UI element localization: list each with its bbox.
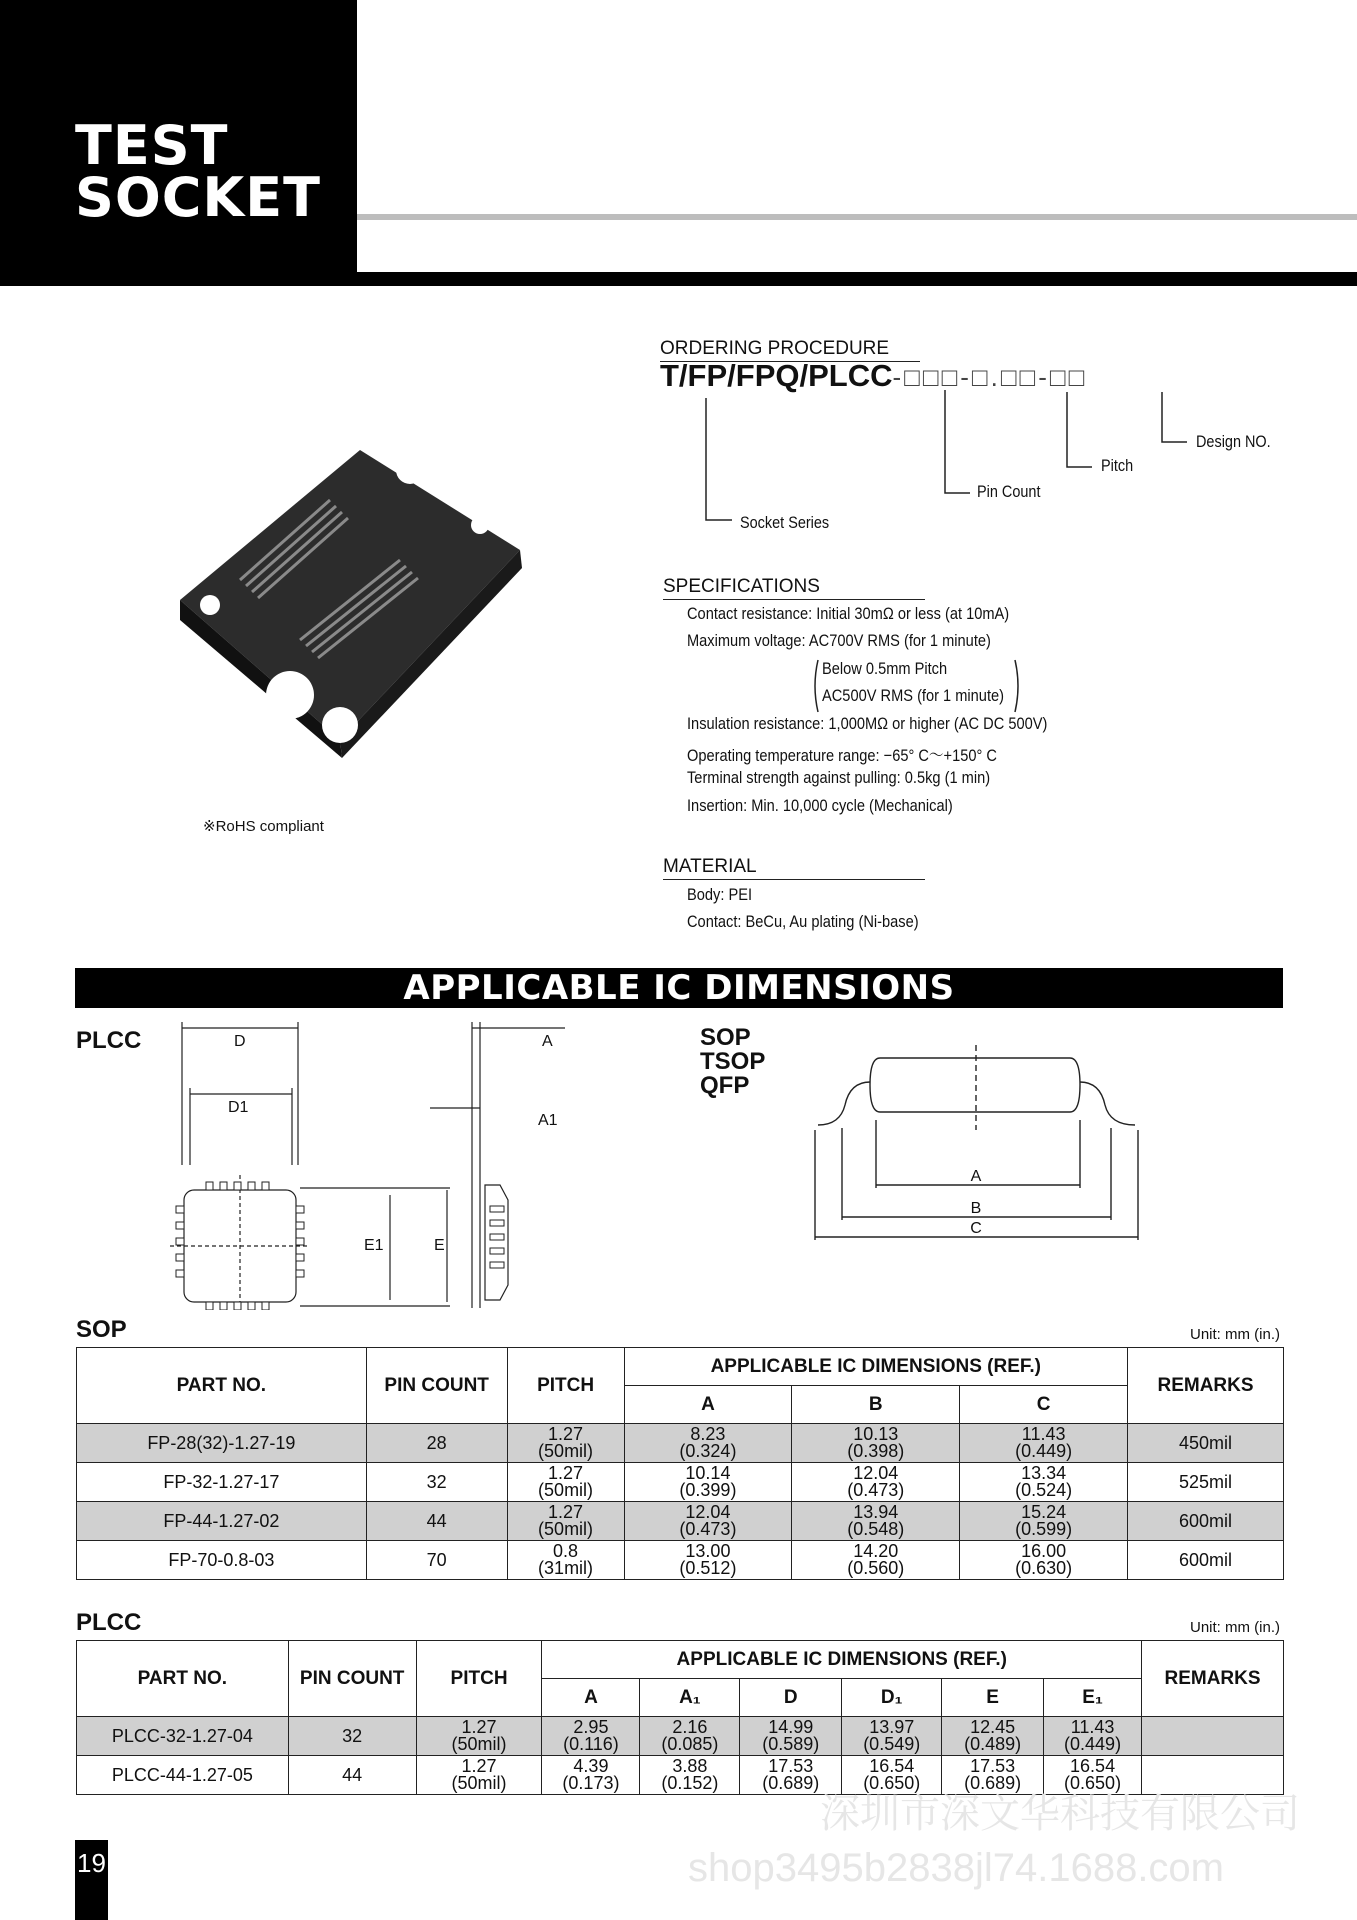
cell-b: 12.04 (0.473) <box>792 1463 960 1502</box>
cell-a1: 2.16 (0.085) <box>640 1717 740 1756</box>
plcc-diagram-title: PLCC <box>76 1027 142 1054</box>
spec-line: AC500V RMS (for 1 minute) <box>822 686 1005 705</box>
col-header-c: C <box>960 1386 1128 1424</box>
col-header-pitch: PITCH <box>416 1641 542 1717</box>
col-header-d: D <box>740 1679 842 1717</box>
page-title: TEST SOCKET <box>75 114 321 229</box>
cell-part: FP-44-1.27-02 <box>77 1502 367 1541</box>
rohs-note: ※RoHS compliant <box>203 818 324 835</box>
material-label: MATERIAL <box>663 856 925 880</box>
col-header-b: B <box>792 1386 960 1424</box>
col-header-part: PART NO. <box>77 1348 367 1424</box>
cell-e1: 11.43 (0.449) <box>1044 1717 1142 1756</box>
col-header-pitch: PITCH <box>507 1348 624 1424</box>
plcc-table-title: PLCC <box>76 1609 142 1636</box>
sop-diagram-title <box>700 1026 765 1098</box>
cell-pins: 44 <box>288 1756 416 1795</box>
material-line: Contact: BeCu, Au plating (Ni-base) <box>687 912 919 931</box>
col-header-group: APPLICABLE IC DIMENSIONS (REF.) <box>624 1348 1128 1386</box>
sop-diagram <box>800 1030 1160 1260</box>
table-row <box>77 1541 1284 1580</box>
cell-b: 14.20 (0.560) <box>792 1541 960 1580</box>
cell-e: 12.45 (0.489) <box>942 1717 1044 1756</box>
cell-remarks: 525mil <box>1128 1463 1284 1502</box>
cell-part: PLCC-44-1.27-05 <box>77 1756 289 1795</box>
plcc-table-unit: Unit: mm (in.) <box>1190 1619 1280 1636</box>
watermark-url: shop3495b2838jl74.1688.com <box>688 1846 1224 1890</box>
material-line: Body: PEI <box>687 885 753 904</box>
col-header-part: PART NO. <box>77 1641 289 1717</box>
cell-c: 13.34 (0.524) <box>960 1463 1128 1502</box>
cell-d: 14.99 (0.589) <box>740 1717 842 1756</box>
plcc-label-a: A <box>542 1033 553 1050</box>
table-row <box>77 1424 1284 1463</box>
sop-title-line: QFP <box>700 1072 750 1099</box>
cell-pitch: 1.27 (50mil) <box>416 1717 542 1756</box>
cell-pitch: 1.27 (50mil) <box>507 1502 624 1541</box>
plcc-label-e1: E1 <box>364 1237 384 1254</box>
cell-e: 17.53 (0.689) <box>942 1756 1044 1795</box>
sop-table-unit: Unit: mm (in.) <box>1190 1326 1280 1343</box>
sop-table-title: SOP <box>76 1316 127 1343</box>
ordering-part-design: Design NO. <box>1196 432 1271 451</box>
cell-remarks: 600mil <box>1128 1541 1284 1580</box>
cell-d1: 13.97 (0.549) <box>842 1717 942 1756</box>
spec-line: Contact resistance: Initial 30mΩ or less (at 10mA) <box>687 604 1010 623</box>
cell-a: 12.04 (0.473) <box>624 1502 792 1541</box>
cell-a: 2.95 (0.116) <box>542 1717 640 1756</box>
sop-label-c: C <box>970 1220 982 1237</box>
cell-b: 13.94 (0.548) <box>792 1502 960 1541</box>
cell-pins: 70 <box>366 1541 507 1580</box>
spec-line: Terminal strength against pulling: 0.5kg (1 min) <box>687 768 991 787</box>
section-banner: APPLICABLE IC DIMENSIONS <box>75 968 1283 1008</box>
cell-pins: 32 <box>288 1717 416 1756</box>
plcc-label-a1: A1 <box>538 1112 558 1129</box>
socket-photo <box>170 440 530 760</box>
sop-label-b: B <box>970 1200 982 1217</box>
plcc-label-d1: D1 <box>228 1099 249 1116</box>
sop-label-a: A <box>970 1168 982 1185</box>
cell-remarks: 600mil <box>1128 1502 1284 1541</box>
sop-title-line: TSOP <box>700 1048 766 1075</box>
spec-line: Insertion: Min. 10,000 cycle (Mechanical) <box>687 796 953 815</box>
table-row <box>77 1717 1284 1756</box>
col-header-remarks: REMARKS <box>1128 1348 1284 1424</box>
cell-a: 10.14 (0.399) <box>624 1463 792 1502</box>
header-bar <box>0 272 1357 286</box>
sop-table <box>76 1347 1284 1580</box>
spec-line: Maximum voltage: AC700V RMS (for 1 minute) <box>687 631 991 650</box>
plcc-label-d: D <box>234 1033 246 1050</box>
cell-part: FP-28(32)-1.27-19 <box>77 1424 367 1463</box>
col-header-e1: E₁ <box>1044 1679 1142 1717</box>
col-header-group: APPLICABLE IC DIMENSIONS (REF.) <box>542 1641 1142 1679</box>
col-header-pins: PIN COUNT <box>288 1641 416 1717</box>
col-header-a: A <box>542 1679 640 1717</box>
cell-pitch: 1.27 (50mil) <box>507 1463 624 1502</box>
cell-remarks <box>1142 1717 1284 1756</box>
col-header-e: E <box>942 1679 1044 1717</box>
spec-line: Below 0.5mm Pitch <box>822 659 948 678</box>
cell-part: FP-70-0.8-03 <box>77 1541 367 1580</box>
cell-pins: 44 <box>366 1502 507 1541</box>
cell-b: 10.13 (0.398) <box>792 1424 960 1463</box>
ordering-code <box>660 358 1087 394</box>
specifications-label: SPECIFICATIONS <box>663 576 925 600</box>
cell-pins: 28 <box>366 1424 507 1463</box>
page-number: 19 <box>75 1840 108 1920</box>
ordering-code-tail: -□□□-□.□□-□□ <box>892 362 1088 392</box>
cell-remarks: 450mil <box>1128 1424 1284 1463</box>
ordering-part-pins: Pin Count <box>977 482 1041 501</box>
table-row <box>77 1463 1284 1502</box>
cell-a: 4.39 (0.173) <box>542 1756 640 1795</box>
cell-d1: 16.54 (0.650) <box>842 1756 942 1795</box>
table-row <box>77 1502 1284 1541</box>
col-header-d1: D₁ <box>842 1679 942 1717</box>
watermark-company: 深圳市深文华科技有限公司 <box>820 1792 1300 1836</box>
plcc-diagram <box>150 1010 570 1310</box>
spec-line: Insulation resistance: 1,000MΩ or higher (AC DC 500V) <box>687 714 1048 733</box>
cell-c: 15.24 (0.599) <box>960 1502 1128 1541</box>
col-header-remarks: REMARKS <box>1142 1641 1284 1717</box>
cell-pitch: 1.27 (50mil) <box>507 1424 624 1463</box>
cell-a: 8.23 (0.324) <box>624 1424 792 1463</box>
header-divider <box>357 214 1357 220</box>
cell-a1: 3.88 (0.152) <box>640 1756 740 1795</box>
ordering-series: T/FP/FPQ/PLCC <box>660 358 893 393</box>
cell-e1: 16.54 (0.650) <box>1044 1756 1142 1795</box>
ordering-part-pitch: Pitch <box>1101 456 1134 475</box>
col-header-a1: A₁ <box>640 1679 740 1717</box>
cell-d: 17.53 (0.689) <box>740 1756 842 1795</box>
col-header-pins: PIN COUNT <box>366 1348 507 1424</box>
ordering-part-series: Socket Series <box>740 513 830 532</box>
cell-part: FP-32-1.27-17 <box>77 1463 367 1502</box>
plcc-table <box>76 1640 1284 1795</box>
sop-title-line: SOP <box>700 1024 751 1051</box>
cell-pitch: 1.27 (50mil) <box>416 1756 542 1795</box>
plcc-label-e: E <box>434 1237 445 1254</box>
cell-part: PLCC-32-1.27-04 <box>77 1717 289 1756</box>
spec-line: Operating temperature range: −65° C〜+150° C <box>687 746 997 765</box>
cell-pitch: 0.8 (31mil) <box>507 1541 624 1580</box>
ordering-label: ORDERING PROCEDURE <box>660 338 920 362</box>
col-header-a: A <box>624 1386 792 1424</box>
spec-bracket <box>810 658 1030 714</box>
cell-c: 16.00 (0.630) <box>960 1541 1128 1580</box>
cell-c: 11.43 (0.449) <box>960 1424 1128 1463</box>
cell-pins: 32 <box>366 1463 507 1502</box>
cell-a: 13.00 (0.512) <box>624 1541 792 1580</box>
